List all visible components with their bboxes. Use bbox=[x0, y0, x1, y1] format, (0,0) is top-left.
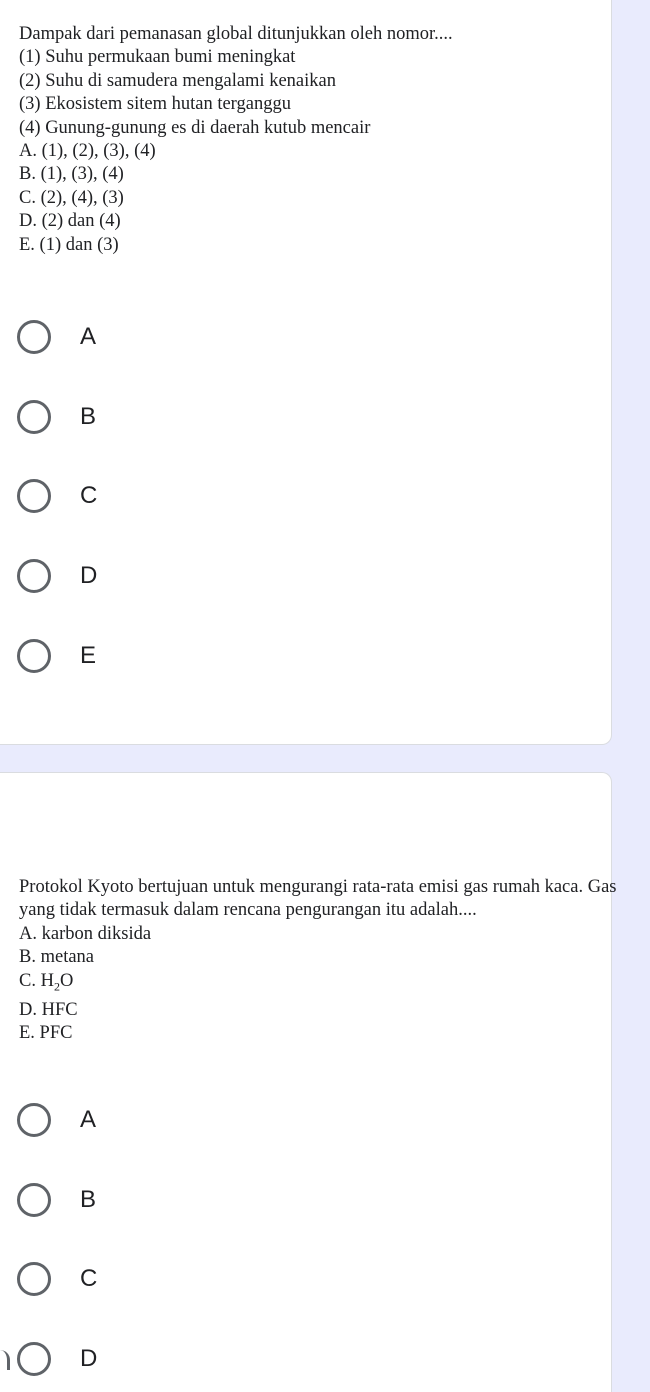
option-label: B bbox=[80, 1186, 97, 1213]
radio-button[interactable] bbox=[17, 1183, 51, 1217]
radio-button[interactable] bbox=[17, 639, 51, 673]
option-label: C bbox=[80, 1265, 98, 1292]
radio-button[interactable] bbox=[17, 479, 51, 513]
question-1-statement-4: (4) Gunung-gunung es di daerah kutub mencair bbox=[19, 117, 371, 138]
question-1-text bbox=[19, 23, 630, 257]
question-2-text bbox=[19, 876, 630, 1046]
radio-button[interactable] bbox=[17, 400, 51, 434]
radio-button[interactable] bbox=[17, 1262, 51, 1296]
subscript-2: 2 bbox=[53, 979, 60, 994]
question-1-statement-1: (1) Suhu permukaan bumi meningkat bbox=[19, 47, 296, 68]
question-1-choice-a: A. (1), (2), (3), (4) bbox=[19, 141, 156, 162]
question-2-choice-b: B. metana bbox=[19, 947, 95, 968]
option-label: A bbox=[80, 323, 97, 350]
question-2-choice-a: A. karbon diksida bbox=[19, 923, 152, 944]
question-2-option-c[interactable] bbox=[17, 1259, 97, 1299]
question-1-statement-3: (3) Ekosistem sitem hutan terganggu bbox=[19, 94, 291, 115]
question-2-option-b[interactable] bbox=[17, 1180, 96, 1220]
question-1-prompt: Dampak dari pemanasan global ditunjukkan oleh nomor.... bbox=[19, 24, 453, 44]
question-1-choice-e: E. (1) dan (3) bbox=[19, 234, 119, 255]
option-label: C bbox=[80, 482, 98, 509]
question-1-choice-b: B. (1), (3), (4) bbox=[19, 164, 124, 185]
question-card-2 bbox=[0, 772, 612, 1392]
question-2-choice-e: E. PFC bbox=[19, 1023, 73, 1044]
question-1-option-b[interactable] bbox=[17, 397, 96, 437]
question-1-option-c[interactable] bbox=[17, 476, 97, 516]
question-2-choice-d: D. HFC bbox=[19, 999, 78, 1020]
option-label: B bbox=[80, 403, 97, 430]
radio-button[interactable] bbox=[17, 320, 51, 354]
question-1-option-d[interactable] bbox=[17, 556, 97, 596]
question-2-option-d[interactable] bbox=[17, 1339, 97, 1379]
question-1-statement-2: (2) Suhu di samudera mengalami kenaikan bbox=[19, 70, 336, 91]
option-label: A bbox=[80, 1106, 97, 1133]
choice-c-suffix: O bbox=[59, 970, 74, 991]
question-1-choice-d: D. (2) dan (4) bbox=[19, 211, 121, 232]
option-label: D bbox=[80, 562, 98, 589]
radio-button[interactable] bbox=[17, 1342, 51, 1376]
radio-button[interactable] bbox=[17, 559, 51, 593]
question-1-option-a[interactable] bbox=[17, 317, 96, 357]
question-1-option-e[interactable] bbox=[17, 636, 96, 676]
question-2-choice-c bbox=[19, 970, 630, 999]
question-1-choice-c: C. (2), (4), (3) bbox=[19, 187, 124, 208]
radio-button[interactable] bbox=[17, 1103, 51, 1137]
question-2-option-a[interactable] bbox=[17, 1100, 96, 1140]
question-2-prompt: Protokol Kyoto bertujuan untuk mengurangi rata-rata emisi gas rumah kaca. Gas yang tidak termasuk dalam rencana pengurangan itu adalah.... bbox=[19, 877, 617, 921]
option-label: E bbox=[80, 642, 97, 669]
option-label: D bbox=[80, 1345, 98, 1372]
choice-c-prefix: C. H bbox=[19, 970, 54, 991]
